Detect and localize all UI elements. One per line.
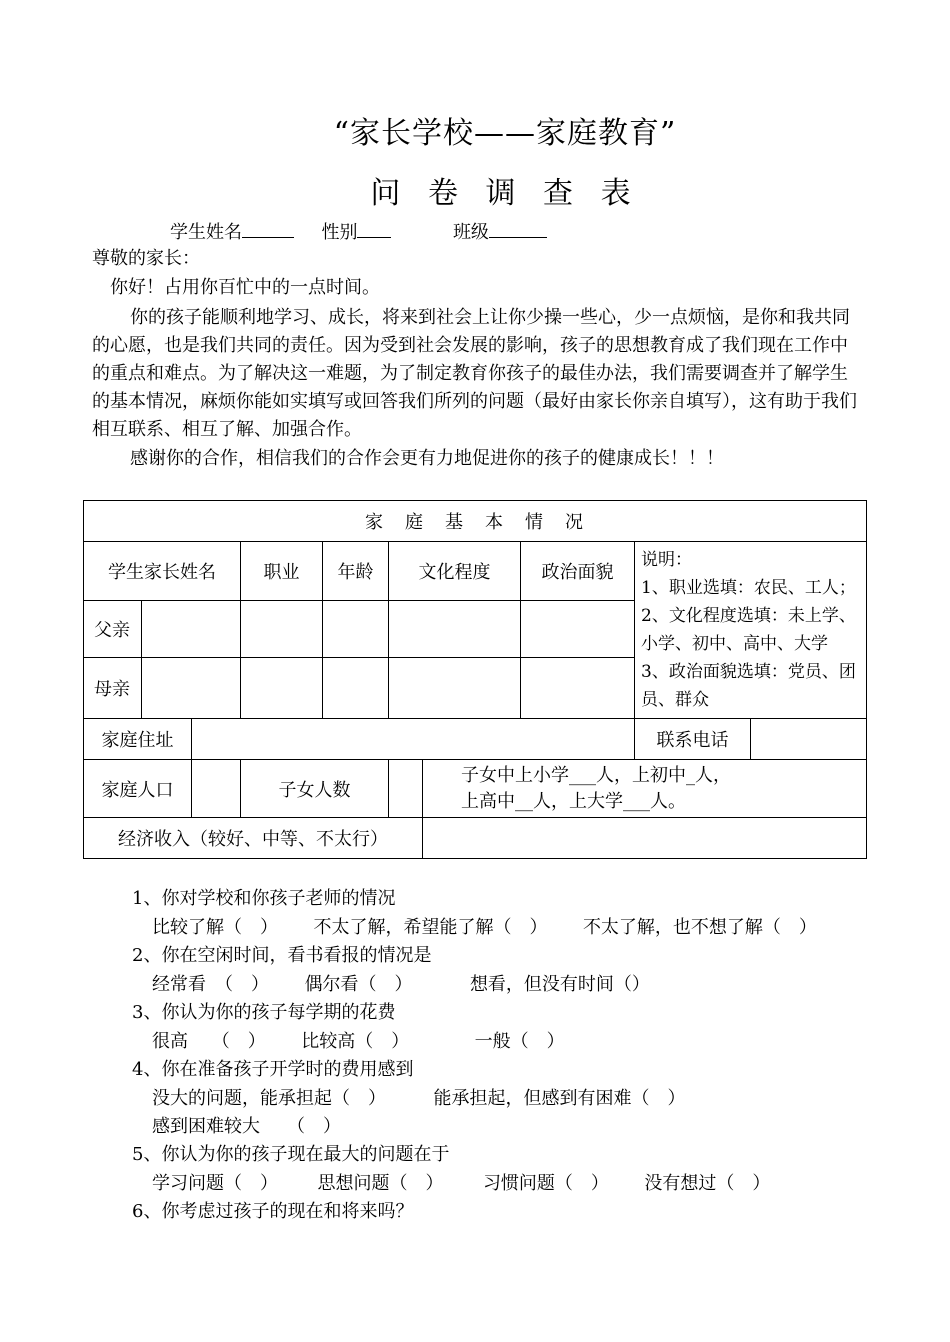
greeting: 你好！占用你百忙中的一点时间。 bbox=[110, 277, 380, 298]
q5-option-2[interactable]: 思想问题（ ） bbox=[317, 1173, 444, 1194]
father-age-cell[interactable] bbox=[323, 600, 389, 658]
class-label: 班级 bbox=[452, 222, 489, 243]
question-5: 5、你认为你的孩子现在最大的问题在于 bbox=[132, 1144, 450, 1165]
address-label: 家庭住址 bbox=[84, 719, 192, 760]
children-detail-line-2: 上高中__人，上大学___人。 bbox=[461, 790, 686, 812]
mother-age-cell[interactable] bbox=[323, 658, 389, 719]
note-cell bbox=[635, 542, 867, 719]
salutation: 尊敬的家长： bbox=[92, 248, 200, 269]
income-label: 经济收入（较好、中等、不太行） bbox=[84, 818, 423, 859]
family-size-cell[interactable] bbox=[192, 760, 241, 818]
q4-option-3[interactable]: 感到困难较大 （ ） bbox=[152, 1116, 341, 1137]
table-header: 家 庭 基 本 情 况 bbox=[84, 501, 867, 542]
mother-job-cell[interactable] bbox=[241, 658, 323, 719]
title-line-2: 问 卷 调 查 表 bbox=[370, 176, 640, 211]
q5-option-3[interactable]: 习惯问题（ ） bbox=[482, 1173, 609, 1194]
children-detail-cell bbox=[423, 760, 867, 818]
q1-option-3[interactable]: 不太了解，也不想了解（ ） bbox=[582, 917, 817, 938]
q2-option-2[interactable]: 偶尔看（ ） bbox=[304, 974, 413, 995]
question-1-options bbox=[152, 913, 817, 939]
q3-option-3[interactable]: 一般（ ） bbox=[474, 1031, 565, 1052]
q2-option-1[interactable]: 经常看 （ ） bbox=[152, 974, 269, 995]
father-education-cell[interactable] bbox=[389, 600, 521, 658]
note-2: 2、文化程度选填：未上学、小学、初中、高中、大学 bbox=[641, 606, 856, 654]
question-2: 2、你在空闲时间，看书看报的情况是 bbox=[132, 945, 432, 966]
mother-name-cell[interactable] bbox=[142, 658, 241, 719]
title-line-1: “家长学校——家庭教育” bbox=[333, 116, 677, 151]
children-count-label: 子女人数 bbox=[241, 760, 389, 818]
question-6: 6、你考虑过孩子的现在和将来吗？ bbox=[132, 1201, 414, 1222]
phone-label: 联系电话 bbox=[635, 719, 751, 760]
question-4-options-line-2 bbox=[152, 1112, 341, 1138]
student-name-blank[interactable] bbox=[242, 221, 294, 238]
q1-option-2[interactable]: 不太了解，希望能了解（ ） bbox=[313, 917, 548, 938]
q4-option-2[interactable]: 能承担起，但感到有困难（ ） bbox=[433, 1088, 686, 1109]
student-name-label: 学生姓名 bbox=[170, 222, 242, 243]
q5-option-1[interactable]: 学习问题（ ） bbox=[152, 1173, 278, 1194]
row-father: 父亲 bbox=[84, 600, 142, 658]
question-3-options bbox=[152, 1027, 565, 1053]
gender-label: 性别 bbox=[321, 222, 358, 243]
father-job-cell[interactable] bbox=[241, 600, 323, 658]
mother-political-cell[interactable] bbox=[521, 658, 635, 719]
col-education: 文化程度 bbox=[389, 542, 521, 601]
children-count-cell[interactable] bbox=[389, 760, 423, 818]
question-5-options bbox=[152, 1169, 770, 1195]
q3-option-2[interactable]: 比较高（ ） bbox=[301, 1031, 410, 1052]
note-1: 1、职业选填：农民、工人； bbox=[641, 578, 856, 598]
q2-option-3[interactable]: 想看，但没有时间（） bbox=[469, 974, 650, 995]
col-job: 职业 bbox=[241, 542, 323, 601]
q1-option-1[interactable]: 比较了解（ ） bbox=[152, 917, 278, 938]
col-age: 年龄 bbox=[323, 542, 389, 601]
gender-blank[interactable] bbox=[357, 221, 391, 238]
income-cell[interactable] bbox=[423, 818, 867, 859]
note-title: 说明： bbox=[641, 550, 692, 570]
address-cell[interactable] bbox=[192, 719, 635, 760]
col-political: 政治面貌 bbox=[521, 542, 635, 601]
question-2-options bbox=[152, 970, 650, 996]
father-name-cell[interactable] bbox=[142, 600, 241, 658]
family-size-label: 家庭人口 bbox=[84, 760, 192, 818]
student-info-line bbox=[170, 218, 547, 244]
q4-option-1[interactable]: 没大的问题，能承担起（ ） bbox=[152, 1088, 386, 1109]
children-detail-line-1: 子女中上小学___人，上初中_人， bbox=[461, 764, 731, 786]
father-political-cell[interactable] bbox=[521, 600, 635, 658]
q3-option-1[interactable]: 很高 （ ） bbox=[152, 1031, 266, 1052]
class-blank[interactable] bbox=[489, 221, 547, 238]
thanks: 感谢你的合作，相信我们的合作会更有力地促进你的孩子的健康成长！！！ bbox=[130, 448, 724, 469]
question-4-options bbox=[152, 1084, 685, 1110]
col-parent-name: 学生家长姓名 bbox=[84, 542, 241, 601]
q5-option-4[interactable]: 没有想过（ ） bbox=[644, 1173, 771, 1194]
question-1: 1、你对学校和你孩子老师的情况 bbox=[132, 888, 396, 909]
mother-education-cell[interactable] bbox=[389, 658, 521, 719]
note-3: 3、政治面貌选填：党员、团员、群众 bbox=[641, 662, 856, 710]
family-info-table bbox=[83, 500, 867, 859]
row-mother: 母亲 bbox=[84, 658, 142, 719]
letter-body: 你的孩子能顺利地学习、成长，将来到社会上让你少操一些心，少一点烦恼，是你和我共同的心愿，也是我们共同的责任。因为受到社会发展的影响，孩子的思想教育成了我们现在工作中的重点和难点。为了解决这一难题，为了制定教育你孩子的最佳办法，我们需要调查并了解学生的基本情况，麻烦你能如实填写或回答我们所列的问题（最好由家长你亲自填写），这有助于我们相互联系、相互了解、加强合作。 bbox=[92, 307, 857, 440]
phone-cell[interactable] bbox=[751, 719, 867, 760]
question-3: 3、你认为你的孩子每学期的花费 bbox=[132, 1002, 396, 1023]
question-4: 4、你在准备孩子开学时的费用感到 bbox=[132, 1059, 414, 1080]
